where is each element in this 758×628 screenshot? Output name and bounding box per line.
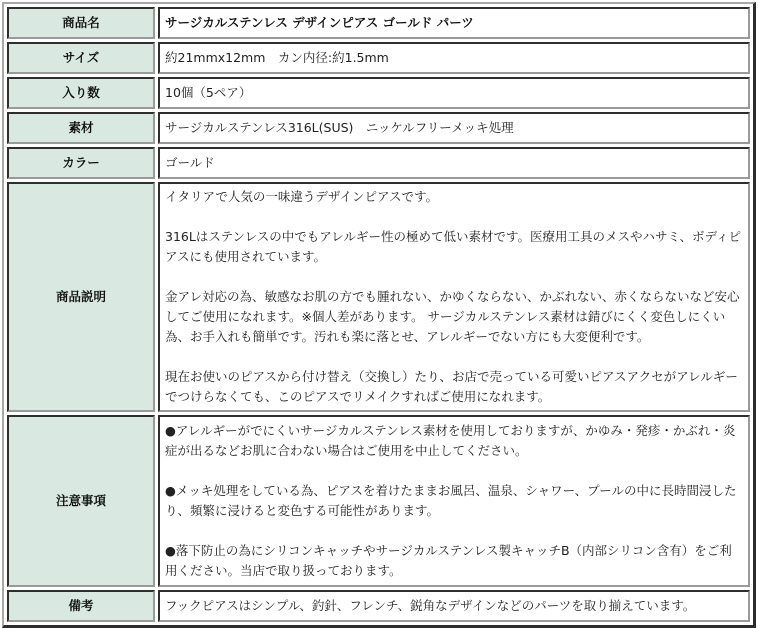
label-description: 商品説明 (7, 182, 155, 412)
value-color: ゴールド (158, 147, 750, 179)
notes-paragraph: ●メッキ処理をしている為、ピアスを着けたままお風呂、温泉、シャワー、プールの中に長時間浸したり、頻繁に浸けると変色する可能性があります。 (165, 482, 737, 518)
product-spec-table (2, 2, 756, 628)
row-material (7, 112, 750, 144)
label-material: 素材 (7, 112, 155, 144)
value-product-name: サージカルステンレス デザインピアス ゴールド パーツ (158, 7, 750, 39)
row-notes (7, 415, 750, 587)
description-paragraph: 金アレ対応の為、敏感なお肌の方でも腫れない、かゆくならない、かぶれない、赤くならないなど安心してご使用になれます。※個人差があります。 サージカルステンレス素材は錆びにくく変色しにくい為、お手入れも簡単です。汚れも楽に落とせ、アレルギーでない方にも大変便利です。 (165, 289, 740, 344)
label-remarks: 備考 (7, 590, 155, 622)
label-notes: 注意事項 (7, 415, 155, 587)
value-size: 約21mmx12mm カン内径:約1.5mm (158, 42, 750, 74)
value-notes (158, 415, 750, 587)
description-paragraph: イタリアで人気の一味違うデザインピアスです。 (165, 189, 439, 204)
label-size: サイズ (7, 42, 155, 74)
label-color: カラー (7, 147, 155, 179)
value-quantity: 10個（5ペア） (158, 77, 750, 109)
row-quantity (7, 77, 750, 109)
value-description (158, 182, 750, 412)
notes-paragraph: ●アレルギーがでにくいサージカルステンレス素材を使用しておりますが、かゆみ・発疹・かぶれ・炎症が出るなどお肌に合わない場合はご使用を中止してください。 (165, 422, 736, 458)
row-color (7, 147, 750, 179)
notes-paragraph: ●落下防止の為にシリコンキャッチやサージカルステンレス製キャッチB（内部シリコン含有）をご利用ください。当店で取り扱っております。 (165, 542, 732, 578)
value-remarks: フックピアスはシンプル、釣針、フレンチ、鋭角なデザインなどのパーツを取り揃えています。 (158, 590, 750, 622)
row-description (7, 182, 750, 412)
label-product-name: 商品名 (7, 7, 155, 39)
row-remarks (7, 590, 750, 622)
description-paragraph: 316Lはステンレスの中でもアレルギー性の極めて低い素材です。医療用工具のメスやハサミ、ボディピアスにも使用されています。 (165, 229, 741, 264)
row-size (7, 42, 750, 74)
value-material: サージカルステンレス316L(SUS) ニッケルフリーメッキ処理 (158, 112, 750, 144)
label-quantity: 入り数 (7, 77, 155, 109)
description-paragraph: 現在お使いのピアスから付け替え（交換し）たり、お店で売っている可愛いピアスアクセがアレルギーでつけらなくても、このピアスでリメイクすればご使用になれます。 (165, 369, 738, 404)
row-product-name (7, 7, 750, 39)
